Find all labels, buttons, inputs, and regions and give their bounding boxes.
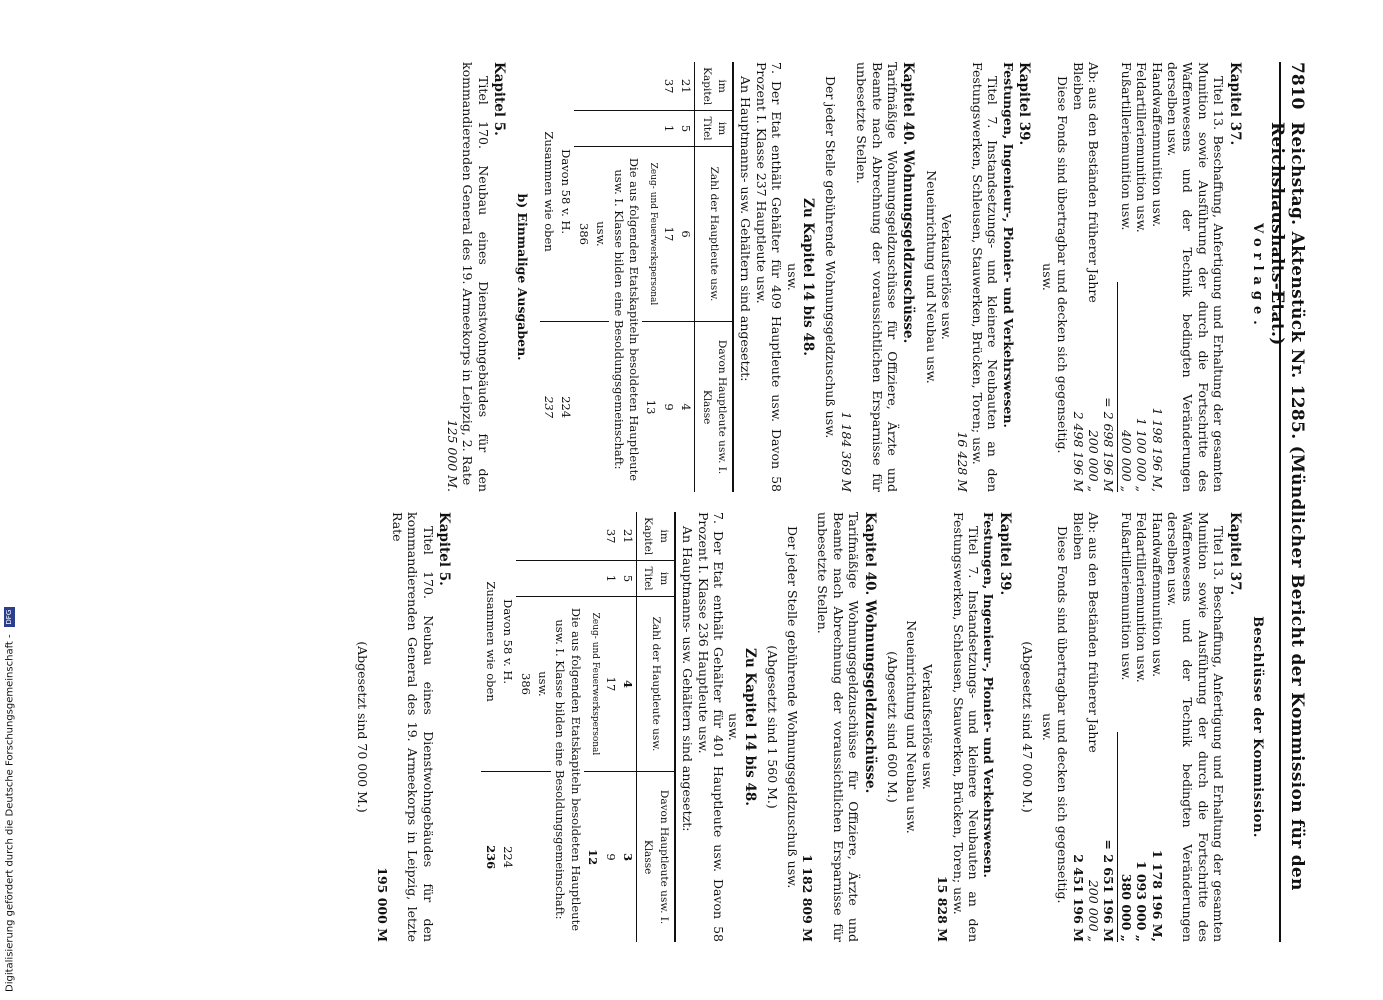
- table-row: [592, 62, 609, 492]
- kapitel-39-line: Neueinrichtung und Neubau usw.: [904, 620, 920, 834]
- kapitel-14-48-heading: Zu Kapitel 14 bis 48.: [741, 648, 758, 806]
- kapitel-14-48-text2: An Hauptmanns- usw. Gehältern sind angesetzt:: [680, 526, 696, 832]
- rest-label: Bleiben: [1070, 512, 1086, 561]
- kapitel-37-heading: Kapitel 37.: [1226, 62, 1243, 146]
- zeug-label: Zeug- und Feuerwerkspersonal: [642, 146, 659, 321]
- table-cell: 9: [659, 322, 676, 492]
- abgesetzt-note: (Abgesetzt sind 600 M.): [885, 651, 901, 803]
- kapitel-40-heading: Kapitel 40.: [900, 62, 917, 146]
- kapitel-37-note: Diese Fonds sind übertragbar und decken sich gegenseitig.: [1055, 526, 1071, 904]
- abgesetzt-note: (Abgesetzt sind 1 560 M.): [765, 645, 781, 809]
- item-row: [1149, 62, 1164, 492]
- table-cell: 5: [677, 111, 695, 147]
- table-cell: 17: [659, 146, 676, 321]
- table-row: [557, 62, 574, 492]
- kapitel-5-value: 195 000 M: [374, 867, 390, 942]
- zeug-value: 12: [584, 772, 601, 942]
- table-header: Davon Hauptleute usw. I. Klasse: [695, 322, 733, 492]
- kapitel-40-text: Tarifmäßige Wohnungsgeldzuschüsse für Offiziere, Ärzte und Beamte nach Abrechnung der voraussichtlichen Ersparnisse für unbesetzte Stellen.: [815, 512, 862, 942]
- table-row: [619, 512, 637, 942]
- kapitel-39-value: 15 828 M: [935, 875, 951, 942]
- kapitel-5-text: Titel 170. Neubau eines Dienstwohngebäudes für den kommandierenden General des 19. Armeekorps in Leipzig, 2. Rate: [460, 62, 491, 492]
- table-cell: 1: [601, 561, 618, 597]
- item-row: [1118, 512, 1133, 942]
- kapitel-40-heading: Kapitel 40.: [861, 512, 878, 596]
- kapitel-37-text: Titel 13. Beschaffung, Anfertigung und Erhaltung der gesamten Munition sowie Ausführung der durch die Fortschritte des Waffenwesens und der Technik bedingten Veränderungen derselben usw.: [1164, 62, 1227, 492]
- column-title-beschluesse: Beschlüsse der Kommission.: [1250, 616, 1265, 838]
- table-cell: 21: [679, 78, 694, 94]
- abgesetzt-note: (Abgesetzt sind 70 000 M.): [355, 641, 371, 813]
- davon-label: Davon 58 v. H.: [559, 149, 574, 235]
- davon-label: Davon 58 v. H.: [501, 599, 516, 685]
- hauptleute-table: [481, 512, 675, 942]
- table-cell: 4: [619, 596, 637, 771]
- item-row: [1118, 62, 1133, 492]
- table-header: Zahl der Hauptleute usw.: [695, 146, 733, 321]
- table-cell: 6: [677, 146, 695, 321]
- item-value: 1 198 196 M,: [1149, 407, 1165, 492]
- kapitel-14-48-text: 7. Der Etat enthält Gehälter für 409 Hauptleute usw. Davon 58 Prozent I. Klasse 237 Hauptleute usw.: [753, 62, 785, 492]
- ab-value: 200 000 „: [1085, 429, 1101, 492]
- item-row: [1134, 62, 1149, 492]
- kapitel-37-total: = 2 651 196 M: [1101, 732, 1118, 942]
- item-label: Handwaffenmunition usw.: [1149, 62, 1165, 228]
- column-vorlage: [445, 62, 1276, 492]
- kapitel-37-heading: Kapitel 37.: [1226, 512, 1243, 596]
- usw-text: usw.: [592, 146, 609, 321]
- kapitel-40-text2: Der jeder Stelle gebührende Wohnungsgeldzuschuß usw.: [784, 526, 800, 889]
- kapitel-14-48-text: 7. Der Etat enthält Gehälter für 401 Hauptleute usw. Davon 58 Prozent I. Klasse 236 Hauptleute usw.: [695, 512, 726, 942]
- kapitel-39-line: Neueinrichtung und Neubau usw.: [923, 170, 939, 384]
- table-cell: 37: [661, 78, 676, 94]
- ab-row: [1086, 512, 1101, 942]
- davon-value: 224: [557, 322, 574, 492]
- kapitel-39-subheading: Festungen, Ingenieur-, Pionier- und Verkehrswesen.: [981, 512, 997, 878]
- table-row: [584, 512, 601, 942]
- column-beschluesse: [351, 512, 1275, 942]
- davon-value: 224: [499, 772, 516, 942]
- zusammen-label: Zusammen wie oben: [483, 581, 498, 702]
- total-count: 386: [516, 596, 533, 771]
- zeug-label: Zeug- und Feuerwerkspersonal: [584, 596, 601, 771]
- ab-row: [1086, 62, 1101, 492]
- item-label: Fußartilleriemunition usw.: [1118, 512, 1134, 681]
- zeug-value: 13: [642, 322, 659, 492]
- rest-row: [1070, 512, 1085, 942]
- kapitel-39-line: Verkaufserlöse usw.: [919, 664, 935, 790]
- kapitel-14-48-text2: An Hauptmanns- usw. Gehältern sind angesetzt:: [738, 76, 754, 382]
- usw-text: usw.: [726, 713, 742, 741]
- usw-text: usw.: [534, 596, 551, 771]
- item-value: 1 100 000 „: [1134, 417, 1150, 492]
- table-cell: 3: [619, 772, 637, 942]
- table-cell: 5: [619, 561, 637, 597]
- kapitel-39-value-row: [935, 512, 950, 942]
- table-header: Zahl der Hauptleute usw.: [636, 596, 674, 771]
- kapitel-39-value: 16 428 M: [954, 431, 970, 492]
- kapitel-39-text: Titel 7. Instandsetzungs- und kleinere Neubauten an den Festungswerken, Schleusen, Stauwerken, Brücken, Toren; usw.: [950, 512, 982, 942]
- kapitel-5-text: Titel 170. Neubau eines Dienstwohngebäudes für den kommandierenden General des 19. Armeekorps in Leipzig, letzte Rate: [390, 512, 436, 942]
- kapitel-5-value-row: [445, 62, 460, 492]
- dfg-credit-text: Digitalisierung gefördert durch die Deutsche Forschungsgemeinschaft -: [4, 634, 16, 992]
- kapitel-39-value-row: [954, 62, 969, 492]
- kapitel-39-text: Titel 7. Instandsetzungs- und kleinere Neubauten an den Festungswerken, Schleusen, Stauwerken, Brücken, Toren; usw.: [970, 62, 1001, 492]
- kapitel-39-heading: Kapitel 39.: [996, 512, 1013, 596]
- item-label: Feldartilleriemunition usw.: [1134, 62, 1150, 233]
- kapitel-40-value: 1 182 809 M: [800, 854, 816, 942]
- kapitel-39-line: Verkaufserlöse usw.: [939, 214, 955, 340]
- dfg-logo-icon: DFG: [4, 607, 15, 627]
- page-number: 7810: [1287, 62, 1307, 110]
- zusammen-label: Zusammen wie oben: [541, 131, 556, 252]
- table-row: [601, 512, 618, 942]
- table-cell: 17: [601, 596, 618, 771]
- table-row: [609, 62, 642, 492]
- page-header: [1267, 62, 1309, 942]
- table-row: [551, 512, 584, 942]
- einmalige-ausgaben-heading: b) Einmalige Ausgaben.: [514, 193, 530, 361]
- item-label: Feldartilleriemunition usw.: [1134, 512, 1150, 683]
- item-value: 380 000 „: [1118, 873, 1134, 942]
- ab-value: 200 000 „: [1085, 879, 1101, 942]
- table-cell: 21: [620, 528, 635, 544]
- rest-value: 2 451 196 M: [1070, 854, 1086, 942]
- table-row: [677, 62, 695, 492]
- abgesetzt-note: (Abgesetzt sind 47 000 M.): [1020, 641, 1036, 813]
- item-value: 1 178 196 M,: [1149, 849, 1165, 942]
- kapitel-40-text2: Der jeder Stelle gebührende Wohnungsgeldzuschuß usw.: [823, 76, 839, 439]
- usw-text: usw.: [784, 263, 800, 291]
- total-count: 386: [574, 146, 591, 321]
- zusammen-value: 236: [481, 772, 498, 942]
- table-row: [540, 62, 557, 492]
- table-header: im Titel: [695, 111, 733, 147]
- item-row: [1134, 512, 1149, 942]
- kapitel-40-text: Tarifmäßige Wohnungsgeldzuschüsse für Offiziere, Ärzte und Beamte nach Abrechnung der voraussichtlichen Ersparnisse für unbesetzte Stellen.: [854, 62, 901, 492]
- kapitel-5-value: 125 000 M.: [444, 419, 460, 492]
- rest-row: [1070, 62, 1085, 492]
- rest-label: Bleiben: [1070, 62, 1086, 111]
- kapitel-37-total: = 2 698 196 M: [1101, 282, 1118, 492]
- kapitel-40-value-row: [838, 62, 853, 492]
- kapitel-39-heading: Kapitel 39.: [1016, 62, 1033, 146]
- kapitel-37-text: Titel 13. Beschaffung, Anfertigung und Erhaltung der gesamten Munition sowie Ausführung der durch die Fortschritte des Waffenwesens und der Technik bedingten Veränderungen derselben usw.: [1164, 512, 1227, 942]
- kapitel-40-value: 1 184 369 M: [838, 411, 854, 492]
- item-value: 1 093 000 „: [1134, 860, 1150, 942]
- column-title-vorlage: Vorlage.: [1250, 223, 1265, 331]
- usw-text: usw.: [1039, 713, 1055, 741]
- item-row: [1149, 512, 1164, 942]
- usw-text: usw.: [1039, 263, 1055, 291]
- table-header: im Kapitel: [695, 62, 733, 111]
- ab-label: Ab: aus den Beständen früherer Jahre: [1085, 62, 1101, 303]
- table-row: [534, 512, 551, 942]
- item-value: 400 000 „: [1118, 429, 1134, 492]
- kapitel-39-subheading: Festungen, Ingenieur-, Pionier- und Verkehrswesen.: [1000, 62, 1016, 428]
- kapitel-37-note: Diese Fonds sind übertragbar und decken sich gegenseitig.: [1055, 76, 1071, 454]
- table-row: [642, 62, 659, 492]
- kapitel-40-subheading: Wohnungsgeldzuschüsse.: [900, 149, 917, 344]
- table-cell: 1: [659, 111, 676, 147]
- item-label: Fußartilleriemunition usw.: [1118, 62, 1134, 231]
- table-header: im Kapitel: [636, 512, 674, 561]
- table-header: Davon Hauptleute usw. I. Klasse: [636, 772, 674, 942]
- table-row: [499, 512, 516, 942]
- kapitel-14-48-heading: Zu Kapitel 14 bis 48.: [800, 198, 817, 356]
- table-row: [516, 512, 533, 942]
- table-cell: 4: [677, 322, 695, 492]
- page-header-title: Reichstag. Aktenstück Nr. 1285. (Mündlicher Bericht der Kommission für den Reichshaushalts-Etat.): [1267, 122, 1307, 891]
- table-header: im Titel: [636, 561, 674, 597]
- kapitel-5-value-row: [374, 512, 389, 942]
- kapitel-40-value-row: [800, 512, 815, 942]
- hauptleute-table: [540, 62, 734, 492]
- table-cell: 37: [603, 528, 618, 544]
- rest-value: 2 498 196 M: [1070, 411, 1086, 492]
- table-row: [574, 62, 591, 492]
- table-cell: 9: [601, 772, 618, 942]
- besoldung-note: Die aus folgenden Etatskapiteln besoldeten Hauptleute usw. I. Klasse bilden eine Besoldungsgemeinschaft:: [609, 146, 642, 492]
- kapitel-5-heading: Kapitel 5.: [491, 62, 508, 136]
- kapitel-40-subheading: Wohnungsgeldzuschüsse.: [861, 599, 878, 794]
- zusammen-value: 237: [540, 322, 557, 492]
- besoldung-note: Die aus folgenden Etatskapiteln besoldeten Hauptleute usw. I. Klasse bilden eine Besoldungsgemeinschaft:: [551, 596, 584, 942]
- item-label: Handwaffenmunition usw.: [1149, 512, 1165, 678]
- table-row: [481, 512, 498, 942]
- table-row: [659, 62, 676, 492]
- kapitel-5-heading: Kapitel 5.: [436, 512, 453, 586]
- dfg-credit: [2, 609, 18, 992]
- ab-label: Ab: aus den Beständen früherer Jahre: [1085, 512, 1101, 753]
